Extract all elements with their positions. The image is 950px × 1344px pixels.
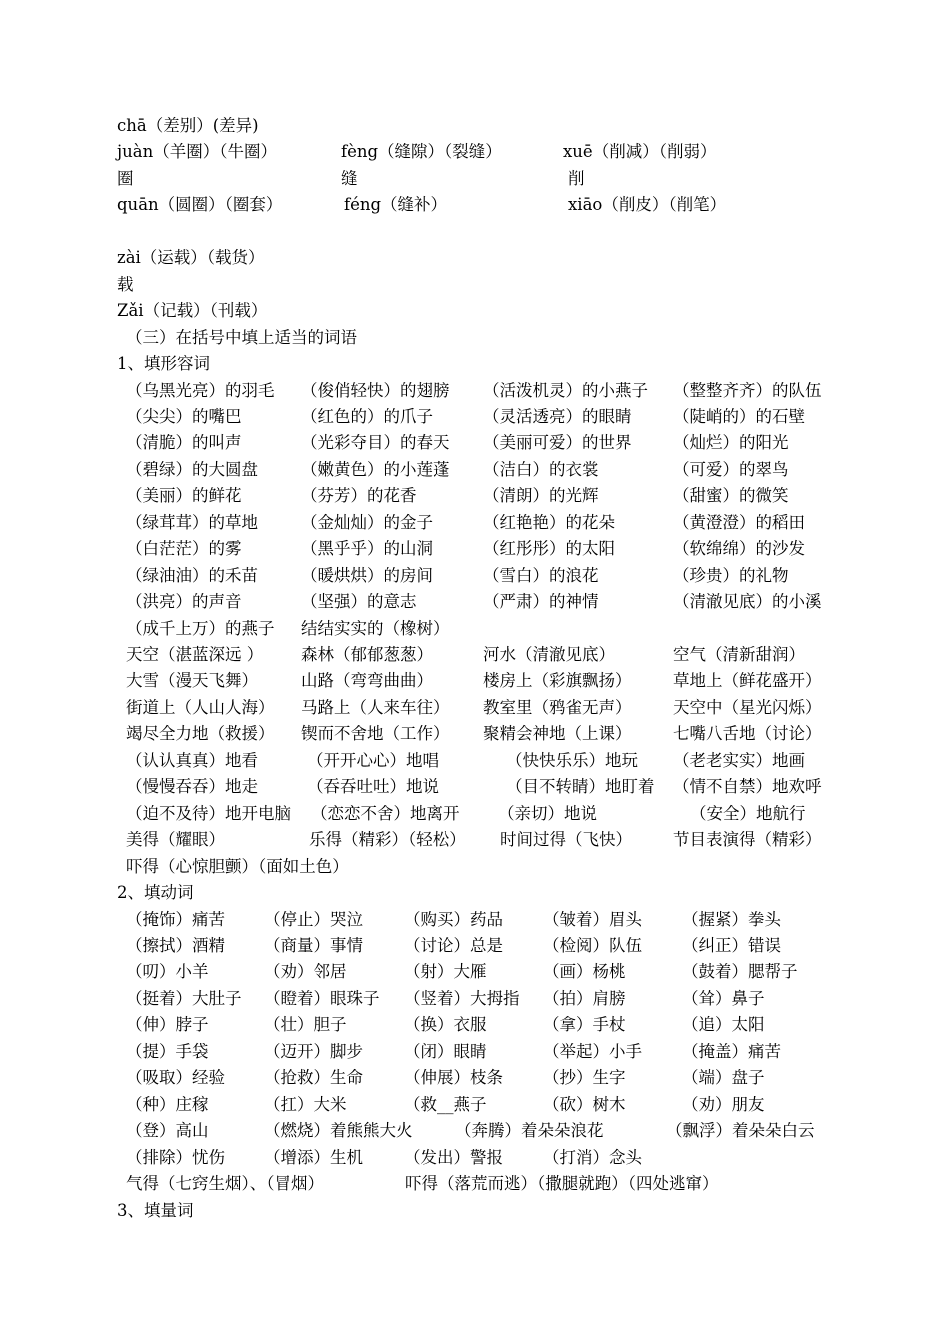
text-cell: （黄澄澄）的稻田: [673, 512, 805, 532]
text-cell: （雪白）的浪花: [483, 565, 599, 585]
text-cell: fèng（缝隙）（裂缝）: [341, 142, 502, 162]
text-cell: 大雪（漫天飞舞）: [126, 671, 258, 691]
text-cell: 时间过得（飞快）: [500, 830, 632, 850]
text-cell: 圈: [117, 168, 134, 188]
text-cell: （情不自禁）地欢呼: [673, 777, 822, 797]
text-cell: （发出）警报: [404, 1147, 503, 1167]
text-cell: 河水（清澈见底）: [483, 645, 615, 664]
text-cell: （皱着）眉头: [543, 909, 642, 929]
text-cell: （白茫茫）的雾: [126, 539, 242, 559]
text-cell: （活泼机灵）的小燕子: [483, 380, 648, 400]
text-cell: （开开心心）地唱: [307, 750, 439, 770]
text-cell: （陡峭的）的石壁: [673, 406, 805, 426]
text-cell: （迈开）脚步: [264, 1041, 363, 1061]
text-cell: （美丽）的鲜花: [126, 486, 242, 506]
text-cell: （快快乐乐）地玩: [506, 750, 638, 770]
text-cell: （端）盘子: [682, 1068, 765, 1088]
text-cell: （检阅）队伍: [543, 935, 642, 955]
text-cell: 吓得（落荒而逃）（撒腿就跑）（四处逃窜）: [405, 1174, 719, 1193]
text-cell: zài（运载）（载货）: [117, 248, 265, 268]
text-cell: （奔腾）着朵朵浪花: [455, 1121, 604, 1141]
text-cell: （红艳艳）的花朵: [483, 512, 615, 532]
text-cell: 乐得（精彩）（轻松）: [309, 830, 466, 850]
text-cell: （嫩黄色）的小莲蓬: [301, 459, 450, 479]
text-cell: （清澈见底）的小溪: [673, 592, 822, 612]
text-cell: （壮）胆子: [264, 1015, 347, 1035]
text-cell: （成千上万）的燕子: [126, 618, 275, 638]
text-cell: （目不转睛）地盯着: [506, 777, 655, 797]
text-cell: Zǎi（记载）（刊载）: [117, 301, 268, 321]
text-cell: （拍）肩膀: [543, 988, 626, 1008]
text-cell: 锲而不舍地（工作）: [301, 724, 450, 744]
text-cell: 结结实实的（橡树）: [301, 618, 450, 638]
text-cell: （讨论）总是: [404, 935, 503, 955]
text-cell: 竭尽全力地（救援）: [126, 724, 275, 744]
text-cell: 楼房上（彩旗飘扬）: [483, 671, 632, 691]
text-cell: 天空（湛蓝深远 ）: [126, 645, 264, 664]
text-cell: （握紧）拳头: [682, 909, 781, 929]
text-cell: （红色的）的爪子: [301, 406, 433, 426]
text-cell: xiāo（削皮）（削笔）: [568, 195, 727, 215]
text-cell: （金灿灿）的金子: [301, 512, 433, 532]
text-cell: （俊俏轻快）的翅膀: [301, 380, 450, 400]
text-cell: （扛）大米: [264, 1094, 347, 1114]
text-cell: 教室里（鸦雀无声）: [483, 697, 632, 717]
text-cell: （鼓着）腮帮子: [682, 962, 798, 982]
text-cell: （拿）手杖: [543, 1015, 626, 1035]
text-cell: 美得（耀眼）: [126, 830, 225, 850]
text-cell: 街道上（人山人海）: [126, 697, 275, 717]
text-cell: 载: [117, 274, 134, 294]
text-cell: （瞪着）眼珠子: [264, 988, 380, 1008]
text-cell: （种）庄稼: [126, 1094, 209, 1114]
text-cell: （追）太阳: [682, 1015, 765, 1035]
text-cell: 缝: [341, 168, 358, 188]
text-cell: （洪亮）的声音: [126, 592, 242, 612]
text-cell: （伸）脖子: [126, 1015, 209, 1035]
text-cell: （吞吞吐吐）地说: [307, 777, 439, 797]
text-cell: 森林（郁郁葱葱）: [301, 645, 433, 664]
text-cell: chā（差别）(差异): [117, 116, 259, 135]
text-cell: （三）在括号中填上适当的词语: [126, 327, 357, 347]
text-cell: （购买）药品: [404, 909, 503, 929]
text-cell: 吓得（心惊胆颤）（面如土色）: [126, 856, 349, 876]
text-cell: （尖尖）的嘴巴: [126, 406, 242, 426]
text-cell: （举起）小手: [543, 1041, 642, 1061]
text-cell: （绿茸茸）的草地: [126, 512, 258, 532]
text-cell: 削: [568, 168, 585, 188]
text-cell: （增添）生机: [264, 1147, 363, 1167]
text-cell: （燃烧）着熊熊大火: [264, 1121, 413, 1141]
text-cell: （芬芳）的花香: [301, 486, 417, 506]
text-cell: 马路上（人来车往）: [301, 697, 450, 717]
text-cell: 1、填形容词: [117, 354, 210, 373]
text-cell: 空气（清新甜润）: [673, 645, 805, 664]
text-cell: （掩盖）痛苦: [682, 1041, 781, 1061]
text-cell: （闭）眼睛: [404, 1041, 487, 1061]
text-cell: （美丽可爱）的世界: [483, 433, 632, 453]
text-cell: （商量）事情: [264, 935, 363, 955]
text-cell: （珍贵）的礼物: [673, 565, 789, 585]
text-cell: （安全）地航行: [690, 803, 806, 823]
text-cell: （迫不及待）地开电脑: [126, 803, 291, 823]
text-cell: （慢慢吞吞）地走: [126, 777, 258, 797]
text-cell: （换）衣服: [404, 1015, 487, 1035]
text-cell: （整整齐齐）的队伍: [673, 380, 822, 400]
text-cell: （画）杨桃: [543, 962, 626, 982]
text-cell: 聚精会神地（上课）: [483, 724, 632, 744]
text-cell: xuē（削减）（削弱）: [563, 142, 717, 162]
text-cell: （灿烂）的阳光: [673, 433, 789, 453]
text-cell: （纠正）错误: [682, 935, 781, 955]
text-cell: （停止）哭泣: [264, 909, 363, 929]
text-cell: （打消）念头: [543, 1147, 642, 1167]
text-cell: （救__燕子: [404, 1094, 487, 1114]
text-cell: （擦拭）酒精: [126, 935, 225, 955]
text-cell: （碧绿）的大圆盘: [126, 459, 258, 479]
text-cell: （飘浮）着朵朵白云: [666, 1121, 815, 1141]
text-cell: 2、填动词: [117, 883, 194, 902]
text-cell: （砍）树木: [543, 1094, 626, 1114]
text-cell: （可爱）的翠鸟: [673, 459, 789, 479]
text-cell: （叨）小羊: [126, 962, 209, 982]
text-cell: （严肃）的神情: [483, 592, 599, 612]
text-cell: （认认真真）地看: [126, 750, 258, 770]
text-cell: （黑乎乎）的山洞: [301, 539, 433, 559]
text-cell: （掩饰）痛苦: [126, 909, 225, 929]
text-cell: 草地上（鲜花盛开）: [673, 671, 822, 691]
text-cell: （乌黑光亮）的羽毛: [126, 380, 275, 400]
text-cell: （灵活透亮）的眼睛: [483, 406, 632, 426]
text-cell: （软绵绵）的沙发: [673, 539, 805, 559]
text-cell: 3、填量词: [117, 1200, 194, 1220]
text-cell: juàn（羊圈）（牛圈）: [117, 142, 277, 162]
text-cell: （抄）生字: [543, 1068, 626, 1088]
text-cell: （恋恋不舍）地离开: [311, 803, 460, 823]
text-cell: （甜蜜）的微笑: [673, 486, 789, 506]
text-cell: （挺着）大肚子: [126, 988, 242, 1008]
text-cell: 山路（弯弯曲曲）: [301, 671, 433, 691]
text-cell: 节目表演得（精彩）: [673, 830, 822, 850]
text-cell: （伸展）枝条: [404, 1068, 503, 1088]
text-cell: （光彩夺目）的春天: [301, 433, 450, 453]
text-cell: （老老实实）地画: [673, 750, 805, 770]
text-cell: （清脆）的叫声: [126, 433, 242, 453]
text-cell: 天空中（星光闪烁）: [673, 697, 822, 717]
text-cell: féng（缝补）: [344, 195, 448, 215]
text-cell: quān（圆圈）（圈套）: [117, 195, 283, 215]
text-cell: （排除）忧伤: [126, 1147, 225, 1167]
text-cell: （耸）鼻子: [682, 988, 765, 1008]
text-cell: （暖烘烘）的房间: [301, 565, 433, 585]
text-cell: （清朗）的光辉: [483, 486, 599, 506]
text-cell: 七嘴八舌地（讨论）: [673, 724, 822, 744]
text-cell: （射）大雁: [404, 962, 487, 982]
text-cell: （竖着）大拇指: [404, 988, 520, 1008]
text-cell: （亲切）地说: [498, 803, 597, 823]
text-cell: （洁白）的衣裳: [483, 459, 599, 479]
text-cell: （坚强）的意志: [301, 592, 417, 612]
text-cell: （提）手袋: [126, 1041, 209, 1061]
text-cell: （绿油油）的禾苗: [126, 565, 258, 585]
text-cell: 气得（七窍生烟）、（冒烟）: [126, 1174, 324, 1193]
text-cell: （劝）邻居: [264, 962, 347, 982]
text-cell: （红彤彤）的太阳: [483, 539, 615, 559]
text-cell: （登）高山: [126, 1121, 209, 1141]
text-cell: （劝）朋友: [682, 1094, 765, 1114]
text-cell: （吸取）经验: [126, 1068, 225, 1088]
text-cell: （抢救）生命: [264, 1068, 363, 1088]
